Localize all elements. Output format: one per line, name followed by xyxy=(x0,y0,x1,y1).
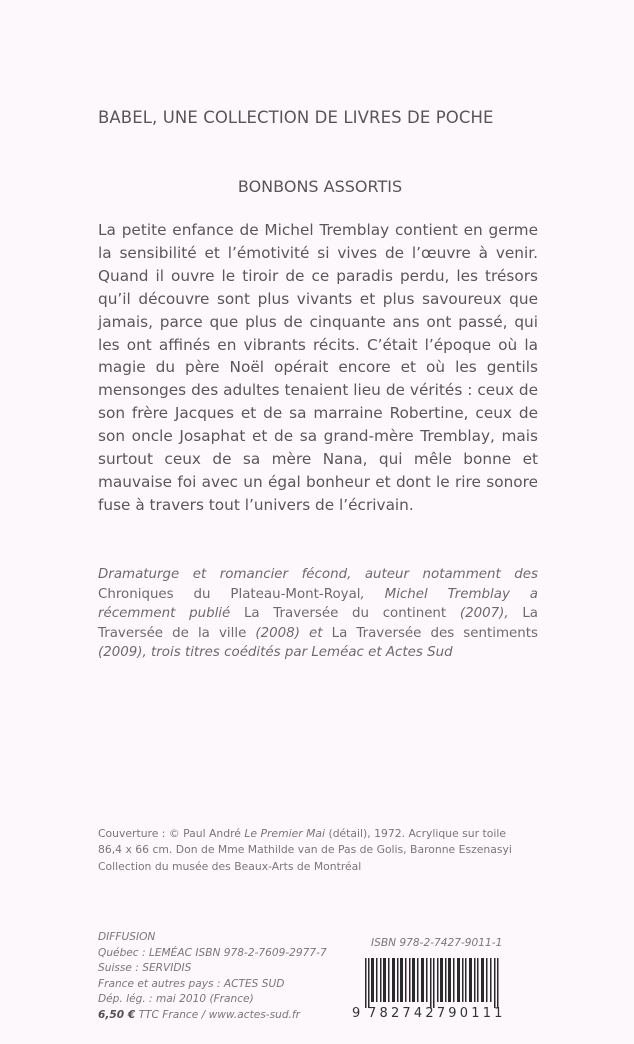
author-bio xyxy=(98,565,538,663)
credits-line-3: Collection du musée des Beaux-Arts de Montréal xyxy=(98,859,362,873)
bio-work-title: La Traversée du continent xyxy=(243,606,447,622)
bio-work-title: Chroniques du Plateau-Mont-Royal xyxy=(98,586,361,602)
bio-text: (2007), xyxy=(446,606,523,622)
bio-text: (2008) et xyxy=(246,625,332,641)
bio-work-title: La Traversée des sentiments xyxy=(331,625,538,641)
series-heading: BABEL, UNE COLLECTION DE LIVRES DE POCHE xyxy=(98,108,494,127)
bio-text: (2009), trois titres coédités par Leméac et Actes Sud xyxy=(98,645,453,661)
bio-work-title: La Traversée de la ville xyxy=(98,606,538,641)
price: 6,50 € xyxy=(98,1008,136,1021)
bio-text: , Michel Tremblay a récemment publié xyxy=(98,586,538,622)
book-title: BONBONS ASSORTIS xyxy=(237,177,403,196)
barcode-lead-digit: 9 xyxy=(352,1006,361,1021)
blurb-text: La petite enfance de Michel Tremblay contient en germe la sensibilité et l’émotivité si vives de l’œuvre à venir. Quand il ouvre le tiroir de ce paradis perdu, les trésors qu’il découvre sont plus vivants et plus savoureux que jamais, parce que plus de cinquante ans ont passé, qui les ont affinés en vibrants récits. C’était l’époque où la magie du père Noël opérait encore et où les gentils mensonges des adultes tenaient lieu de vérités : ceux de son frère Jacques et de sa marraine Robertine, ceux de son oncle Josaphat et de sa grand-mère Tremblay, mais surtout ceux de sa mère Nana, qui mêle bonne et mauvaise foi avec un égal bonheur et dont le rire sonore fuse à travers tout l’univers de l’écrivain. xyxy=(98,221,538,514)
bio-text: Dramaturge et romancier fécond, auteur notamment des xyxy=(98,567,538,582)
isbn-label: ISBN 978-2-7427-9011-1 xyxy=(371,937,503,949)
credits-text: (détail), 1972. Acrylique sur toile xyxy=(325,827,507,840)
credits-text: Couverture : © Paul André xyxy=(98,827,245,840)
credits-line-1 xyxy=(98,826,538,842)
artwork-title: Le Premier Mai xyxy=(244,827,326,840)
price-suffix: TTC France / www.actes-sud.fr xyxy=(135,1008,301,1021)
cover-credits xyxy=(98,826,538,875)
diffusion-quebec: Québec : LEMÉAC ISBN 978-2-7609-2977-7 xyxy=(98,946,327,959)
diffusion-france: France et autres pays : ACTES SUD xyxy=(98,977,285,990)
legal-deposit: Dép. lég. : mai 2010 (France) xyxy=(98,993,254,1006)
diffusion-heading: DIFFUSION xyxy=(98,931,156,943)
price-line xyxy=(98,1008,368,1024)
credits-line-2: 86,4 x 66 cm. Don de Mme Mathilde van de Pas de Golis, Baronne Eszenasyi xyxy=(98,843,512,857)
diffusion-suisse: Suisse : SERVIDIS xyxy=(98,962,192,975)
book-blurb xyxy=(98,219,538,517)
diffusion-info xyxy=(98,930,368,1024)
barcode-digits: 782742790111 xyxy=(368,1006,506,1021)
